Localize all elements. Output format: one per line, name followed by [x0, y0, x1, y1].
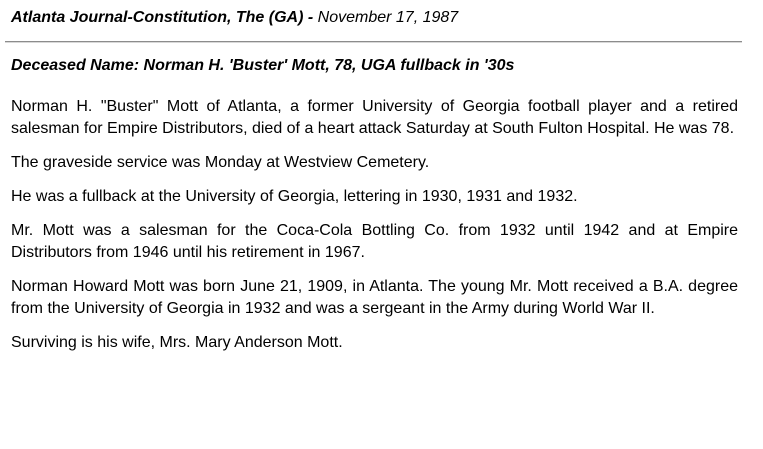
- publication-date: November 17, 1987: [317, 9, 459, 26]
- header-divider: [5, 41, 742, 43]
- article-paragraph: Mr. Mott was a salesman for the Coca-Cola Bottling Co. from 1932 until 1942 and at Empire Distributors from 1946 until his retirement in 1967.: [11, 222, 738, 261]
- article-paragraph: Norman H. "Buster" Mott of Atlanta, a former University of Georgia football player and a retired salesman for Empire Distributors, died of a heart attack Saturday at South Fulton Hospital. He was 78.: [11, 98, 738, 137]
- article-headline: Deceased Name: Norman H. 'Buster' Mott, 78, UGA fullback in '30s: [11, 57, 515, 74]
- article-paragraph: He was a fullback at the University of Georgia, lettering in 1930, 1931 and 1932.: [11, 188, 578, 205]
- source-line: [11, 9, 458, 27]
- article-paragraph: The graveside service was Monday at Westview Cemetery.: [11, 154, 430, 171]
- article-paragraph: Surviving is his wife, Mrs. Mary Anderson Mott.: [11, 334, 343, 351]
- publication-name: Atlanta Journal-Constitution, The (GA): [11, 9, 304, 26]
- article-body: [11, 96, 738, 366]
- article-paragraph: Norman Howard Mott was born June 21, 1909, in Atlanta. The young Mr. Mott received a B.A. degree from the University of Georgia in 1932 and was a sergeant in the Army during World War II.: [11, 278, 738, 317]
- source-separator: -: [303, 9, 318, 26]
